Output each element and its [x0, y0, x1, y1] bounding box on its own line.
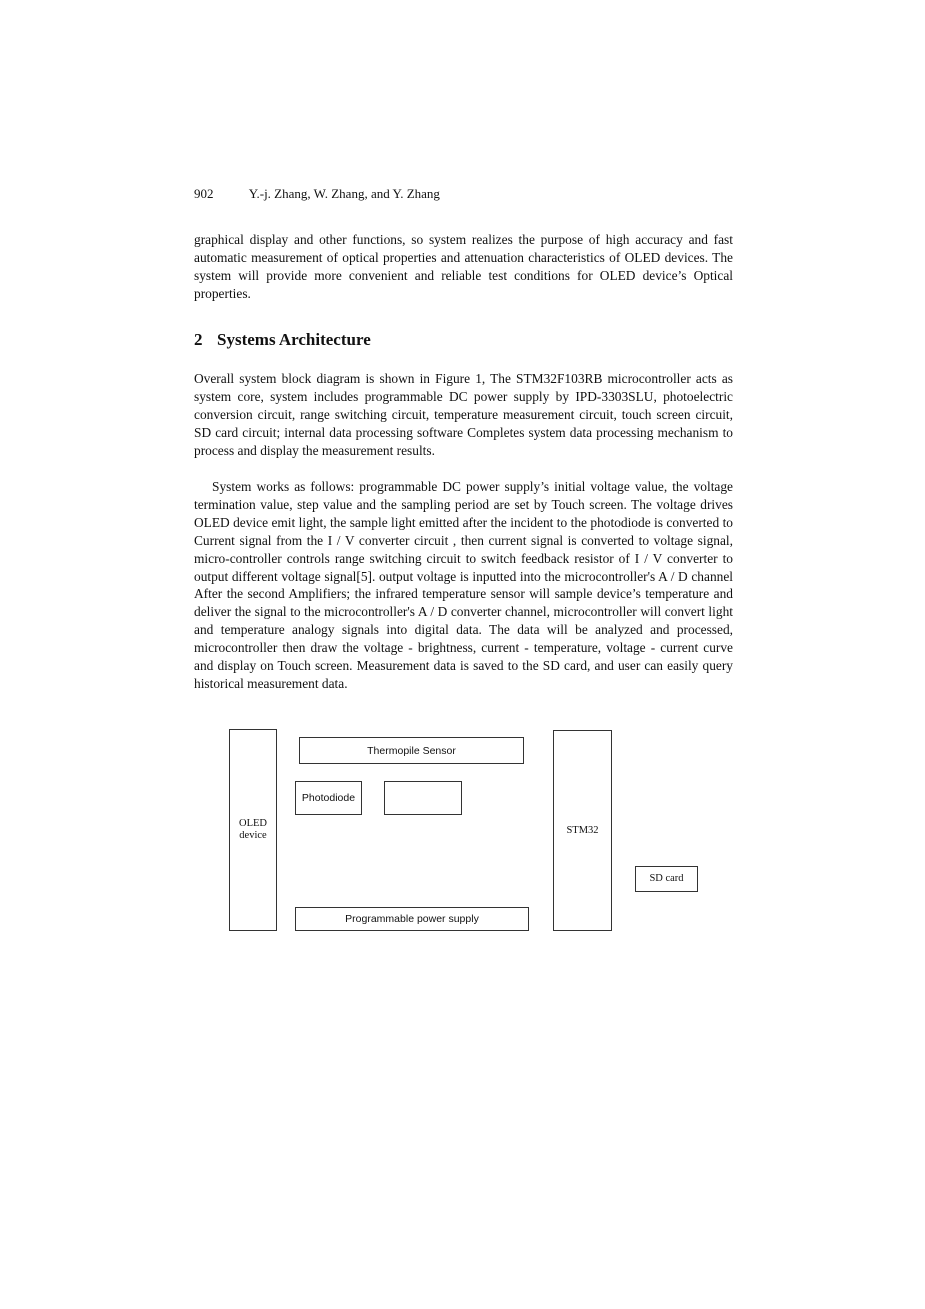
section-number: 2	[194, 330, 203, 349]
iv-converter-block	[384, 781, 462, 815]
thermopile-sensor-block: Thermopile Sensor	[299, 737, 524, 764]
architecture-paragraph: Overall system block diagram is shown in Figure 1, The STM32F103RB microcontroller acts as system core, system includes programmable DC power supply by IPD-3303SLU, photoelectric conversion circuit, range switching circuit, temperature measurement circuit, touch screen circuit, SD card circuit; internal data processing software Completes system data processing mechanism to process and display the measurement results.	[194, 371, 733, 458]
running-authors: Y.-j. Zhang, W. Zhang, and Y. Zhang	[248, 186, 440, 201]
workflow-paragraph: System works as follows: programmable DC power supply’s initial voltage value, the voltage termination value, step value and the sampling period are set by Touch screen. The voltage drives OLED device emit light, the sample light emitted after the incident to the photodiode is converted to Current signal from the I / V converter circuit , then current signal is converted to voltage signal, micro-controller controls range switching circuit to switch feedback resistor of I / V converter to output different voltage signal[5]. output voltage is inputted into the microcontroller's A / D channel After the second Amplifiers; the infrared temperature sensor will sample device’s temperature and deliver the signal to the microcontroller's A / D converter channel, microcontroller will convert light and temperature analogy signals into digital data. The data will be analyzed and processed, microcontroller then draw the voltage - brightness, current - temperature, voltage - current curve and display on Touch screen. Measurement data is saved to the SD card, and user can easily query historical measurement data.	[194, 479, 733, 691]
programmable-power-supply-block: Programmable power supply	[295, 907, 529, 931]
oled-label-line2: device	[239, 830, 267, 841]
stm32-block: STM32	[553, 730, 612, 931]
page-number: 902	[194, 186, 214, 201]
oled-label-line1: OLED	[239, 818, 267, 829]
section-heading	[194, 330, 371, 350]
section-title: Systems Architecture	[217, 330, 371, 349]
photodiode-block: Photodiode	[295, 781, 362, 815]
intro-paragraph: graphical display and other functions, so system realizes the purpose of high accuracy and fast automatic measurement of optical properties and attenuation characteristics of OLED devices. The system will provide more convenient and reliable test conditions for OLED device’s Optical properties.	[194, 232, 733, 301]
oled-device-block	[229, 729, 277, 931]
sd-card-block: SD card	[635, 866, 698, 892]
running-header	[194, 186, 440, 202]
